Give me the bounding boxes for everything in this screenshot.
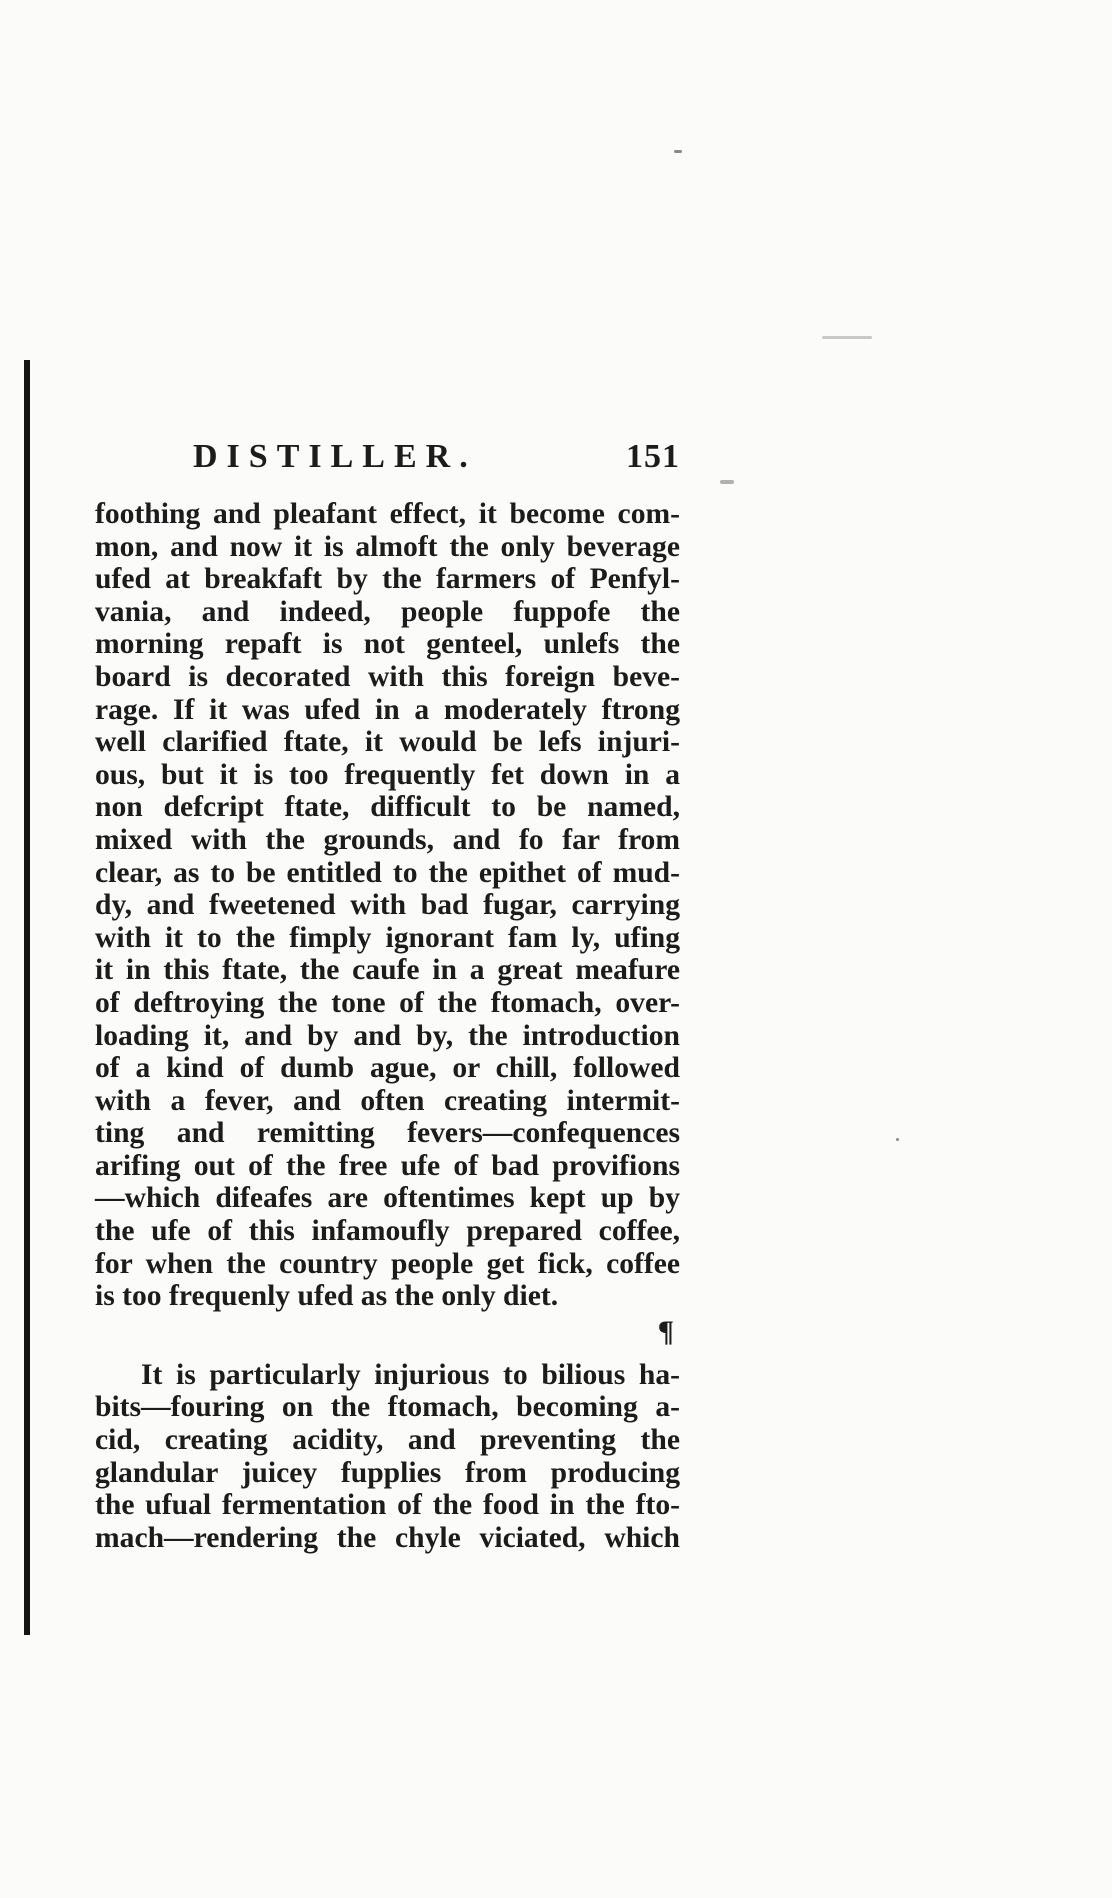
text-line: is too frequenly ufed as the only diet. xyxy=(95,1280,559,1313)
text-line: loading it, and by and by, the introduction xyxy=(95,1019,680,1052)
paragraph-mark: ¶ xyxy=(657,1314,674,1348)
running-title: DISTILLER. xyxy=(193,438,477,475)
page-number: 151 xyxy=(626,438,680,475)
scan-speck xyxy=(896,1138,899,1141)
text-line: of deftroying the tone of the ftomach, over- xyxy=(95,986,680,1019)
running-head xyxy=(95,438,680,476)
text-line: dy, and fweetened with bad fugar, carrying xyxy=(95,889,680,922)
text-line: ting and remitting fevers—confequences xyxy=(95,1117,680,1150)
text-line: for when the country people get fick, coffee xyxy=(95,1247,680,1280)
text-line: board is decorated with this foreign beve- xyxy=(95,660,680,693)
text-line: with a fever, and often creating intermit- xyxy=(95,1084,680,1117)
text-line: the ufual fermentation of the food in the fto- xyxy=(95,1489,680,1522)
text-line: glandular juicey fupplies from producing xyxy=(95,1456,680,1489)
text-line: ous, but it is too frequently fet down in a xyxy=(95,758,680,791)
text-line: vania, and indeed, people fuppofe the xyxy=(95,595,680,628)
text-line: it in this ftate, the caufe in a great meafure xyxy=(95,954,680,987)
paragraph-1 xyxy=(95,498,680,1313)
text-line: morning repaft is not genteel, unlefs the xyxy=(95,628,680,661)
book-page xyxy=(95,438,680,1554)
gutter-rule xyxy=(24,360,30,1635)
text-line: cid, creating acidity, and preventing the xyxy=(95,1424,680,1457)
text-line: foothing and pleafant effect, it become com- xyxy=(95,498,680,530)
text-line: clear, as to be entitled to the epithet of mud- xyxy=(95,856,680,889)
text-line: —which difeafes are oftentimes kept up by xyxy=(95,1182,680,1215)
text-line: ufed at breakfaft by the farmers of Penfyl- xyxy=(95,563,680,596)
text-line: It is particularly injurious to bilious ha- xyxy=(141,1358,680,1391)
text-line: bits—fouring on the ftomach, becoming a- xyxy=(95,1391,680,1424)
paragraph-2 xyxy=(95,1359,680,1555)
text-line: the ufe of this infamoufly prepared coffee, xyxy=(95,1215,680,1248)
text-line: of a kind of dumb ague, or chill, followed xyxy=(95,1052,680,1085)
text-line: arifing out of the free ufe of bad provifions xyxy=(95,1149,680,1182)
scan-speck xyxy=(720,480,734,484)
paragraph-break xyxy=(95,1313,680,1359)
scan-speck xyxy=(822,336,872,339)
text-line: mach—rendering the chyle viciated, which xyxy=(95,1521,680,1554)
text-line: mon, and now it is almoft the only beverage xyxy=(95,530,680,563)
scan-speck xyxy=(674,150,682,153)
text-line: rage. If it was ufed in a moderately ftrong xyxy=(95,693,680,726)
text-line: mixed with the grounds, and fo far from xyxy=(95,823,680,856)
text-line: well clarified ftate, it would be lefs injuri- xyxy=(95,726,680,759)
text-line: non defcript ftate, difficult to be named, xyxy=(95,791,680,824)
text-line: with it to the fimply ignorant fam ly, ufing xyxy=(95,921,680,954)
